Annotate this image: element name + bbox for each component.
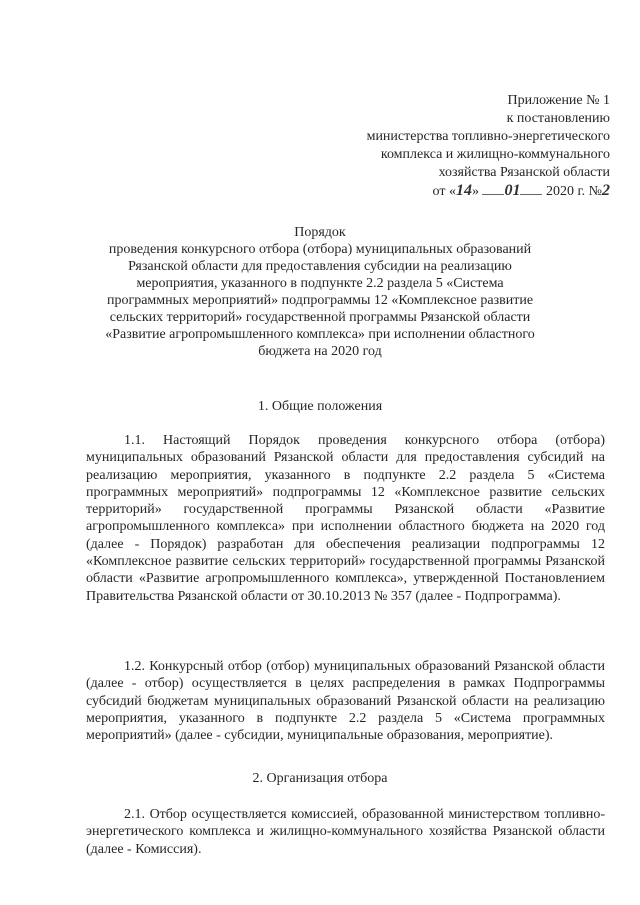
paragraph-2-1: [86, 806, 605, 858]
date-prefix: от «: [432, 184, 456, 199]
appendix-date-line: [280, 182, 610, 201]
document-subtitle: проведения конкурсного отбора (отбора) муниципальных образований Рязанской области для предоставления субсидии на реализацию мероприятия, указанного в подпункте 2.2 раздела 5 «Система программных мероприятий» подпрограммы 12 «Комплексное развитие сельских территорий» государственной программы Рязанской области «Развитие агропромышленного комплекса» при исполнении областного бюджета на 2020 год: [105, 242, 535, 359]
appendix-line-3: министерства топливно-энергетического: [366, 129, 610, 144]
date-year: 2020 г. №: [545, 184, 602, 199]
date-underline-2: [520, 194, 542, 195]
section-1-heading: 1. Общие положения: [257, 399, 383, 414]
document-heading: Порядок: [294, 225, 346, 240]
section-2-heading: 2. Организация отбора: [252, 771, 388, 786]
appendix-block: [280, 92, 610, 201]
paragraph-2-1-text: 2.1. Отбор осуществляется комиссией, образованной министерством топливно-энергетического комплекса и жилищно-коммунального хозяйства Рязанской области (далее - Комиссия).: [86, 807, 605, 857]
appendix-line-5: хозяйства Рязанской области: [438, 165, 610, 180]
paragraph-1-2: [86, 658, 605, 744]
appendix-line-4: комплекса и жилищно-коммунального: [380, 147, 610, 162]
handwritten-month: 01: [504, 182, 521, 199]
handwritten-day: 14: [455, 182, 472, 199]
date-underline: [482, 194, 504, 195]
paragraph-1-1: [86, 432, 605, 605]
paragraph-1-2-text: 1.2. Конкурсный отбор (отбор) муниципальных образований Рязанской области (далее - отбор) осуществляется в целях распределения в рамках Подпрограммы субсидий бюджетам муниципальных образований Рязанской области на реализацию мероприятия, указанного в подпункте 2.2 раздела 5 «Система программных мероприятий» (далее - субсидии, муниципальные образования, мероприятие).: [86, 659, 605, 744]
appendix-line-2: к постановлению: [506, 111, 610, 126]
appendix-number: Приложение № 1: [507, 93, 610, 108]
paragraph-1-1-text: 1.1. Настоящий Порядок проведения конкурсного отбора (отбора) муниципальных образований Рязанской области для предоставления субсидий на реализацию мероприятия, указанного в подпункте 2.2 раздела 5 «Система программных мероприятий» подпрограммы 12 «Комплексное развитие сельских территорий» государственной программы Рязанской области «Развитие агропромышленного комплекса» при исполнении областного бюджета на 2020 год (далее - Порядок) разработан для обеспечения реализации подпрограммы 12 «Комплексное развитие сельских территорий» государственной программы Рязанской области «Развитие агропромышленного комплекса», утвержденной Постановлением Правительства Рязанской области от 30.10.2013 № 357 (далее - Подпрограмма).: [86, 433, 605, 604]
handwritten-number: 2: [602, 182, 610, 199]
document-title-block: [105, 224, 535, 360]
date-mid: »: [471, 184, 479, 199]
